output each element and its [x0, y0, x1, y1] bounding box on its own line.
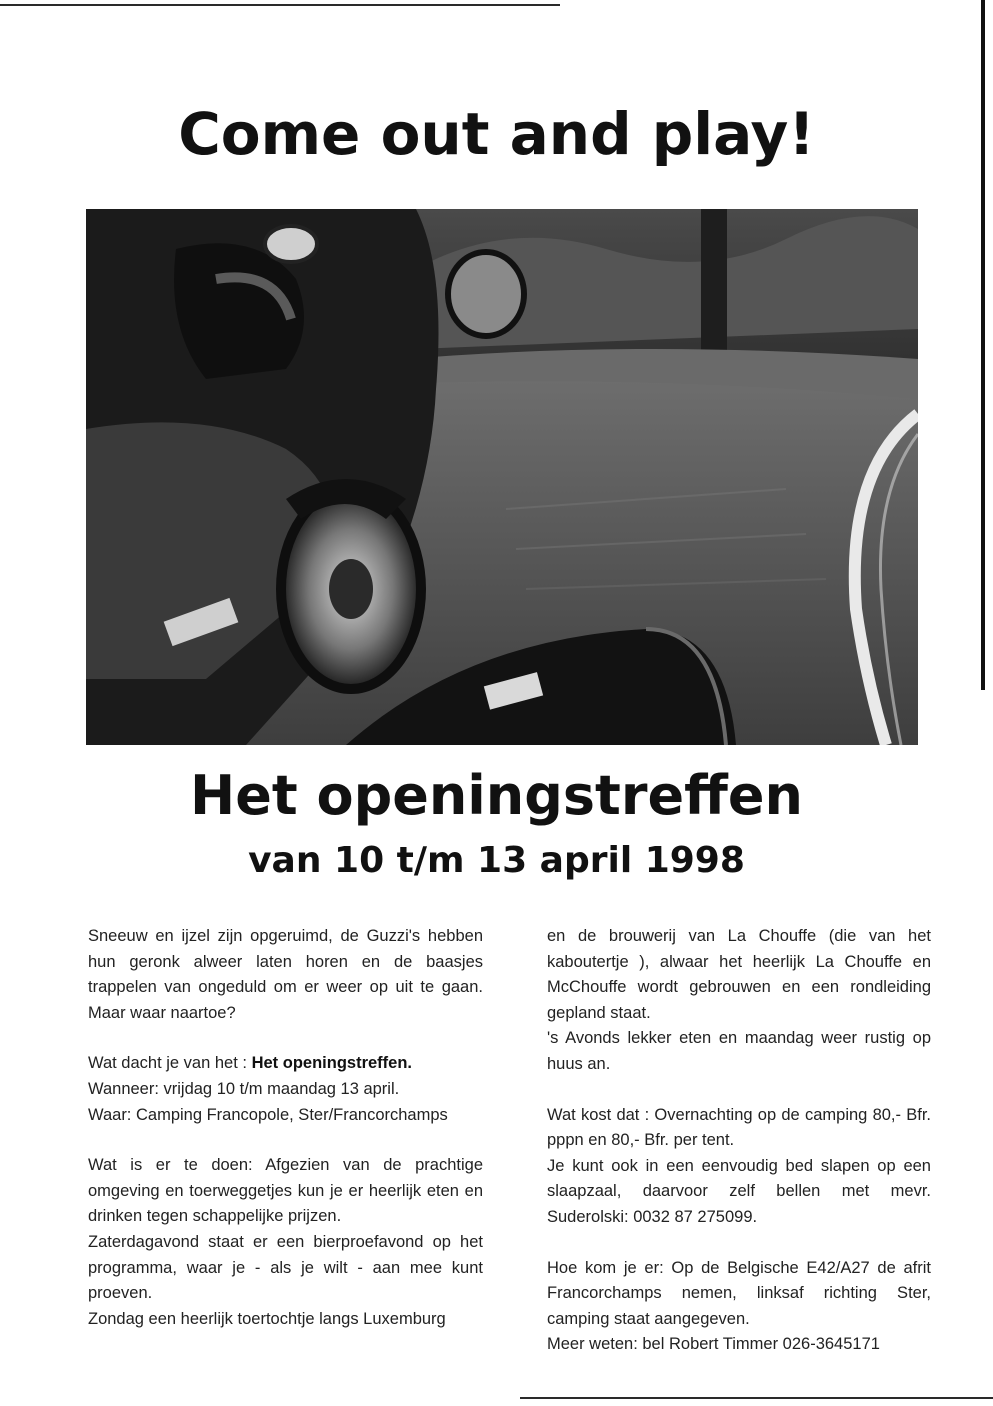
route-paragraph: Hoe kom je er: Op de Belgische E42/A27 de afrit Francorchamps nemen, linksaf richting Ster, camping staat aangegeven. [547, 1258, 931, 1328]
headline: Come out and play! [178, 100, 815, 168]
sunday-start: Zondag een heerlijk toertochtje langs Luxemburg [88, 1309, 446, 1328]
intro-paragraph: Sneeuw en ijzel zijn opgeruimd, de Guzzi's hebben hun geronk alweer laten horen en de baasjes trappelen van ongeduld om er weer op uit te gaan. Maar waar naartoe? [88, 927, 483, 1022]
event-title: Het openingstreffen [190, 764, 803, 827]
event-dates: van 10 t/m 13 april 1998 [248, 840, 745, 881]
right-column [547, 924, 931, 1358]
question-paragraph [88, 1051, 483, 1077]
contact-line: Meer weten: bel Robert Timmer 026-3645171 [547, 1335, 880, 1354]
page-edge-bottom [520, 1397, 993, 1399]
cost-paragraph: Wat kost dat : Overnachting op de camping 80,- Bfr. pppn en 80,- Bfr. per tent. [547, 1105, 931, 1150]
question-prefix: Wat dacht je van het : [88, 1054, 247, 1073]
motorcycle-photo [86, 209, 918, 745]
evening-paragraph: 's Avonds lekker eten en maandag weer rustig op huus an. [547, 1029, 931, 1073]
saturday-paragraph: Zaterdagavond staat er een bierproefavond op het programma, waar je - als je wilt - aan mee kunt proeven. [88, 1232, 483, 1303]
when-line: Wanneer: vrijdag 10 t/m maandag 13 april. [88, 1079, 400, 1098]
sunday-end: en de brouwerij van La Chouffe (die van het kaboutertje ), alwaar het heerlijk La Chouffe en McChouffe wordt gebrouwen en een rondleiding gepland staat. [547, 927, 931, 1022]
motorcycle-photo-icon [86, 209, 918, 745]
todo-paragraph: Wat is er te doen: Afgezien van de prachtige omgeving en toerweggetjes kun je er heerlijk eten en drinken tegen schappelijke prijzen. [88, 1156, 483, 1226]
page-edge-top [0, 4, 560, 6]
question-bold: Het openingstreffen. [251, 1054, 413, 1073]
where-line: Waar: Camping Francopole, Ster/Francorchamps [88, 1105, 448, 1124]
bed-paragraph: Je kunt ook in een eenvoudig bed slapen op een slaapzaal, daarvoor zelf bellen met mevr. Suderolski: 0032 87 275099. [547, 1156, 931, 1226]
left-column [88, 924, 483, 1332]
